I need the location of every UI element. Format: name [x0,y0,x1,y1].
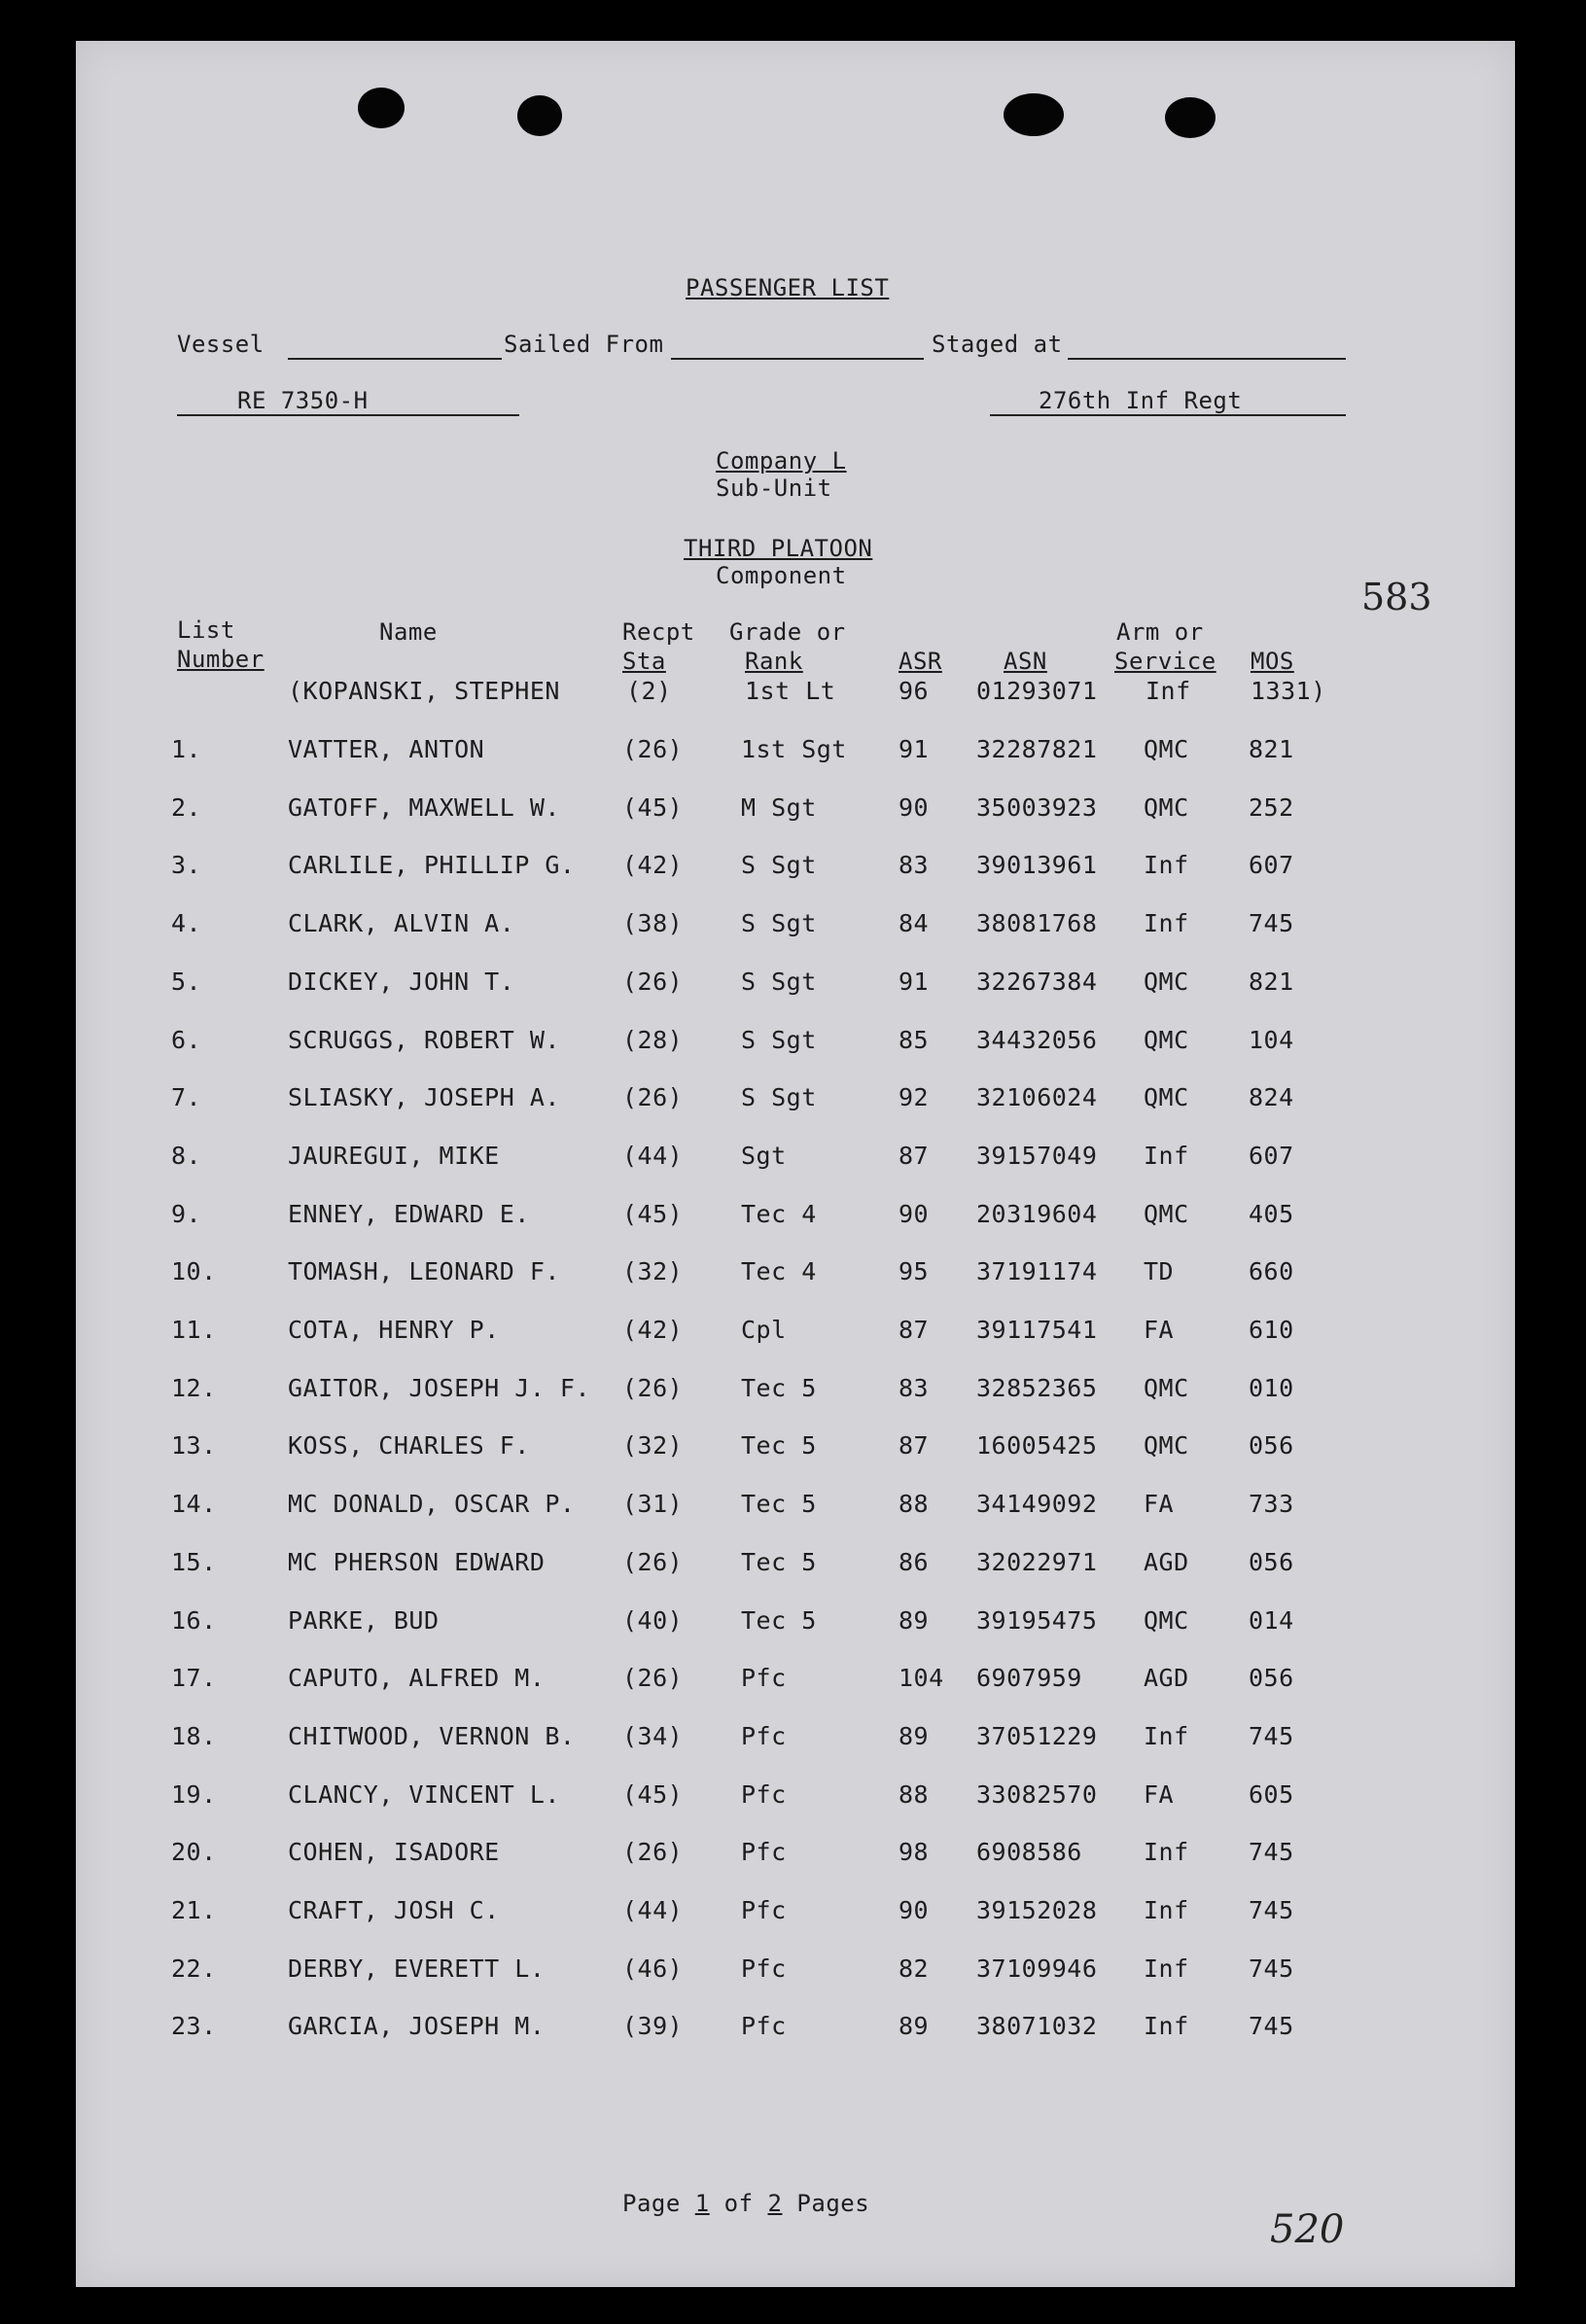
row-name: CLARK, ALVIN A. [288,909,515,937]
row-recpt: (32) [622,1431,684,1460]
row-name: MC PHERSON EDWARD [288,1548,546,1576]
officer-name: (KOPANSKI, STEPHEN [288,677,560,705]
row-asr: 104 [899,1664,944,1692]
row-mos: 821 [1249,968,1294,996]
row-name: GARCIA, JOSEPH M. [288,2012,546,2040]
row-mos: 014 [1249,1606,1294,1635]
row-arm: Inf [1144,1838,1189,1866]
row-name: CARLILE, PHILLIP G. [288,851,576,879]
punch-hole-3 [1004,93,1064,136]
row-mos: 405 [1249,1200,1294,1228]
row-asn: 34149092 [976,1490,1098,1518]
row-asr: 87 [899,1142,930,1170]
row-arm: FA [1144,1780,1175,1809]
officer-arm: Inf [1145,677,1191,705]
row-name: SLIASKY, JOSEPH A. [288,1083,560,1111]
row-num: 8. [171,1142,202,1170]
row-num: 19. [171,1780,217,1809]
handwritten-page-number: 520 [1270,2207,1345,2252]
row-arm: Inf [1144,851,1189,879]
vessel-label: Vessel [177,331,264,358]
row-asn: 39195475 [976,1606,1098,1635]
row-num: 16. [171,1606,217,1635]
row-grade: Tec 5 [741,1548,817,1576]
officer-mos: 1331) [1251,677,1326,705]
col-rank: Rank [745,648,803,675]
row-arm: TD [1144,1257,1175,1285]
page-total: 2 [767,2190,783,2217]
row-mos: 607 [1249,1142,1294,1170]
row-grade: Tec 4 [741,1257,817,1285]
row-grade: S Sgt [741,1026,817,1054]
row-asr: 82 [899,1954,930,1983]
row-recpt: (44) [622,1896,684,1924]
row-grade: Cpl [741,1316,787,1344]
row-grade: Pfc [741,2012,787,2040]
row-asn: 39117541 [976,1316,1098,1344]
row-recpt: (26) [622,968,684,996]
row-grade: M Sgt [741,793,817,822]
row-asr: 87 [899,1316,930,1344]
row-recpt: (46) [622,1954,684,1983]
row-recpt: (45) [622,1200,684,1228]
row-grade: S Sgt [741,968,817,996]
row-name: DICKEY, JOHN T. [288,968,515,996]
row-name: CAPUTO, ALFRED M. [288,1664,546,1692]
document-title: PASSENGER LIST [686,274,890,301]
row-recpt: (42) [622,1316,684,1344]
row-mos: 607 [1249,851,1294,879]
row-grade: Tec 5 [741,1431,817,1460]
row-recpt: (38) [622,909,684,937]
row-asn: 35003923 [976,793,1098,822]
unit-code-underline [177,414,519,416]
stamped-number: 583 [1361,576,1432,618]
row-asn: 32287821 [976,735,1098,763]
row-num: 22. [171,1954,217,1983]
row-asr: 84 [899,909,930,937]
sub-unit-label: Sub-Unit [716,475,832,502]
row-recpt: (26) [622,1664,684,1692]
row-asn: 34432056 [976,1026,1098,1054]
row-num: 6. [171,1026,202,1054]
row-num: 9. [171,1200,202,1228]
row-mos: 660 [1249,1257,1294,1285]
row-asr: 87 [899,1431,930,1460]
sailed-from-label: Sailed From [504,331,664,358]
row-num: 12. [171,1374,217,1402]
row-arm: Inf [1144,2012,1189,2040]
row-asr: 85 [899,1026,930,1054]
row-mos: 056 [1249,1664,1294,1692]
row-arm: QMC [1144,793,1189,822]
row-mos: 733 [1249,1490,1294,1518]
row-recpt: (26) [622,735,684,763]
row-name: ENNEY, EDWARD E. [288,1200,530,1228]
row-name: COHEN, ISADORE [288,1838,500,1866]
row-mos: 610 [1249,1316,1294,1344]
row-arm: FA [1144,1490,1175,1518]
row-arm: Inf [1144,1954,1189,1983]
row-asr: 90 [899,1200,930,1228]
col-list: List [177,616,235,644]
col-name: Name [379,618,438,646]
row-num: 23. [171,2012,217,2040]
row-mos: 056 [1249,1548,1294,1576]
row-arm: AGD [1144,1548,1189,1576]
page-number: 1 [694,2190,710,2217]
row-recpt: (28) [622,1026,684,1054]
row-num: 20. [171,1838,217,1866]
row-arm: Inf [1144,1896,1189,1924]
row-recpt: (45) [622,1780,684,1809]
row-num: 7. [171,1083,202,1111]
officer-asn: 01293071 [976,677,1098,705]
row-num: 14. [171,1490,217,1518]
row-grade: Pfc [741,1838,787,1866]
page-prefix: Page [622,2190,681,2217]
row-asr: 98 [899,1838,930,1866]
row-num: 5. [171,968,202,996]
row-asn: 32022971 [976,1548,1098,1576]
row-grade: Tec 4 [741,1200,817,1228]
row-asn: 37051229 [976,1722,1098,1750]
officer-asr: 96 [899,677,930,705]
row-arm: QMC [1144,1606,1189,1635]
row-grade: S Sgt [741,1083,817,1111]
row-asr: 91 [899,735,930,763]
row-asn: 32267384 [976,968,1098,996]
row-name: CHITWOOD, VERNON B. [288,1722,576,1750]
row-asn: 38071032 [976,2012,1098,2040]
row-asr: 83 [899,1374,930,1402]
row-arm: FA [1144,1316,1175,1344]
row-mos: 821 [1249,735,1294,763]
row-asn: 39013961 [976,851,1098,879]
row-mos: 745 [1249,1896,1294,1924]
col-mos: MOS [1251,648,1294,675]
col-service: Service [1114,648,1216,675]
row-mos: 605 [1249,1780,1294,1809]
row-arm: QMC [1144,1083,1189,1111]
row-grade: Tec 5 [741,1490,817,1518]
row-num: 2. [171,793,202,822]
row-arm: QMC [1144,735,1189,763]
row-recpt: (32) [622,1257,684,1285]
row-name: SCRUGGS, ROBERT W. [288,1026,560,1054]
row-asn: 32852365 [976,1374,1098,1402]
row-asn: 33082570 [976,1780,1098,1809]
row-asn: 6908586 [976,1838,1082,1866]
row-asr: 83 [899,851,930,879]
row-asr: 88 [899,1780,930,1809]
row-arm: QMC [1144,968,1189,996]
row-recpt: (31) [622,1490,684,1518]
row-asr: 95 [899,1257,930,1285]
row-name: COTA, HENRY P. [288,1316,500,1344]
row-num: 21. [171,1896,217,1924]
row-recpt: (34) [622,1722,684,1750]
row-recpt: (26) [622,1374,684,1402]
row-name: GATOFF, MAXWELL W. [288,793,560,822]
row-recpt: (42) [622,851,684,879]
row-arm: QMC [1144,1026,1189,1054]
row-grade: Pfc [741,1954,787,1983]
row-num: 1. [171,735,202,763]
row-grade: Pfc [741,1780,787,1809]
punch-hole-1 [358,88,405,128]
row-arm: Inf [1144,1722,1189,1750]
row-arm: AGD [1144,1664,1189,1692]
row-arm: Inf [1144,1142,1189,1170]
row-mos: 745 [1249,1722,1294,1750]
col-sta: Sta [622,648,666,675]
row-asr: 91 [899,968,930,996]
row-mos: 745 [1249,2012,1294,2040]
col-asr: ASR [899,648,942,675]
row-asr: 88 [899,1490,930,1518]
row-arm: QMC [1144,1374,1189,1402]
row-name: MC DONALD, OSCAR P. [288,1490,576,1518]
col-recpt: Recpt [622,618,695,646]
row-name: VATTER, ANTON [288,735,485,763]
row-asr: 89 [899,1722,930,1750]
row-asn: 32106024 [976,1083,1098,1111]
company: Company L [716,447,847,475]
row-asn: 16005425 [976,1431,1098,1460]
punch-hole-2 [517,95,562,136]
regiment: 276th Inf Regt [1039,387,1243,414]
row-asn: 38081768 [976,909,1098,937]
staged-at-blank [1068,358,1346,360]
row-arm: QMC [1144,1200,1189,1228]
row-arm: QMC [1144,1431,1189,1460]
row-num: 11. [171,1316,217,1344]
row-name: CLANCY, VINCENT L. [288,1780,560,1809]
row-mos: 824 [1249,1083,1294,1111]
row-name: GAITOR, JOSEPH J. F. [288,1374,591,1402]
row-asn: 20319604 [976,1200,1098,1228]
col-grade: Grade or [729,618,846,646]
row-name: DERBY, EVERETT L. [288,1954,546,1983]
component-label: Component [716,562,847,589]
row-asr: 89 [899,1606,930,1635]
row-asn: 39157049 [976,1142,1098,1170]
page-indicator [622,2190,869,2217]
row-recpt: (45) [622,793,684,822]
row-asr: 90 [899,793,930,822]
row-grade: Sgt [741,1142,787,1170]
row-name: PARKE, BUD [288,1606,440,1635]
row-recpt: (26) [622,1548,684,1576]
row-grade: Pfc [741,1664,787,1692]
row-num: 15. [171,1548,217,1576]
row-grade: Tec 5 [741,1374,817,1402]
col-arm: Arm or [1116,618,1204,646]
punch-hole-4 [1165,97,1216,138]
document-page [76,41,1515,2287]
row-num: 17. [171,1664,217,1692]
row-asr: 86 [899,1548,930,1576]
row-recpt: (40) [622,1606,684,1635]
row-name: TOMASH, LEONARD F. [288,1257,560,1285]
row-asr: 89 [899,2012,930,2040]
row-num: 10. [171,1257,217,1285]
row-asn: 6907959 [976,1664,1082,1692]
vessel-blank [288,358,502,360]
row-grade: Pfc [741,1896,787,1924]
col-asn: ASN [1004,648,1047,675]
row-recpt: (26) [622,1838,684,1866]
row-name: JAUREGUI, MIKE [288,1142,500,1170]
row-num: 4. [171,909,202,937]
staged-at-label: Staged at [932,331,1063,358]
officer-recpt: (2) [626,677,672,705]
page-suffix: Pages [796,2190,870,2217]
row-num: 13. [171,1431,217,1460]
row-asn: 39152028 [976,1896,1098,1924]
row-mos: 745 [1249,1838,1294,1866]
row-asr: 90 [899,1896,930,1924]
row-name: CRAFT, JOSH C. [288,1896,500,1924]
row-grade: S Sgt [741,909,817,937]
row-mos: 010 [1249,1374,1294,1402]
sailed-from-blank [671,358,924,360]
row-recpt: (39) [622,2012,684,2040]
row-grade: S Sgt [741,851,817,879]
row-mos: 104 [1249,1026,1294,1054]
row-arm: Inf [1144,909,1189,937]
row-mos: 745 [1249,1954,1294,1983]
col-number: Number [177,646,264,673]
platoon: THIRD PLATOON [684,535,873,562]
unit-code: RE 7350-H [237,387,369,414]
row-mos: 252 [1249,793,1294,822]
row-mos: 056 [1249,1431,1294,1460]
row-asn: 37191174 [976,1257,1098,1285]
row-num: 18. [171,1722,217,1750]
row-asn: 37109946 [976,1954,1098,1983]
row-mos: 745 [1249,909,1294,937]
row-grade: 1st Sgt [741,735,847,763]
page-of: of [723,2190,754,2217]
row-grade: Tec 5 [741,1606,817,1635]
regiment-underline [990,414,1346,416]
row-num: 3. [171,851,202,879]
officer-grade: 1st Lt [745,677,836,705]
row-name: KOSS, CHARLES F. [288,1431,530,1460]
row-grade: Pfc [741,1722,787,1750]
row-recpt: (26) [622,1083,684,1111]
row-recpt: (44) [622,1142,684,1170]
row-asr: 92 [899,1083,930,1111]
